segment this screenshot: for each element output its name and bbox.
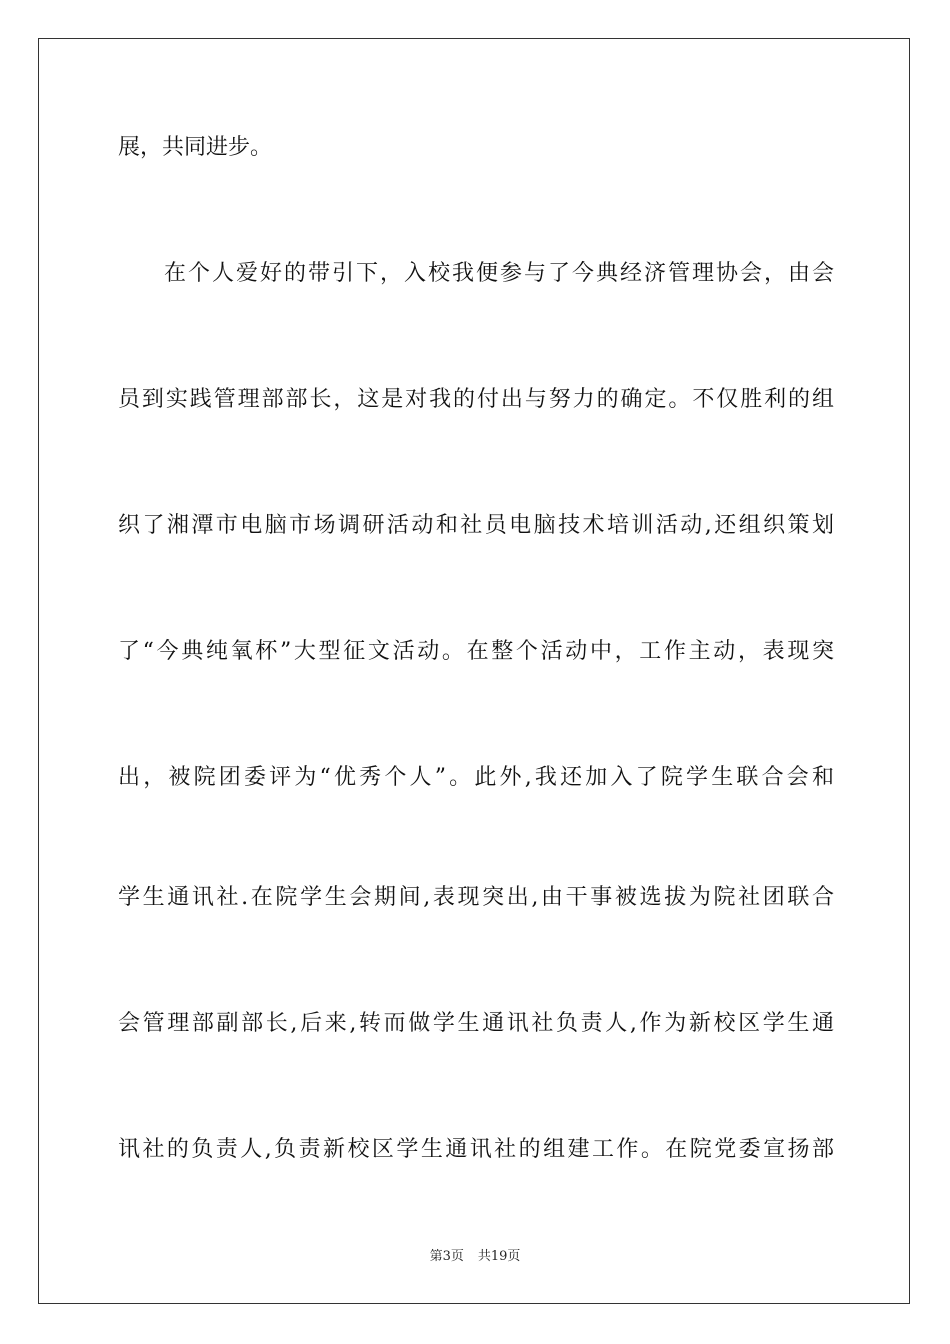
text-line-5: 了“今典纯氧杯”大型征文活动。在整个活动中，工作主动，表现突 — [118, 639, 834, 664]
text-line-4: 织了湘潭市电脑市场调研活动和社员电脑技术培训活动,还组织策划 — [118, 513, 834, 538]
text-line-1: 展，共同进步。 — [118, 135, 273, 160]
page-footer — [0, 1248, 950, 1266]
page-number: 第3页 — [429, 1249, 464, 1264]
text-line-7: 学生通讯社.在院学生会期间,表现突出,由干事被选拔为院社团联合 — [118, 885, 834, 910]
text-line-2: 在个人爱好的带引下，入校我便参与了今典经济管理协会，由会 — [164, 261, 834, 286]
page-border — [38, 38, 910, 1304]
text-line-3: 员到实践管理部部长，这是对我的付出与努力的确定。不仅胜利的组 — [118, 387, 834, 412]
text-line-6: 出，被院团委评为“优秀个人”。此外,我还加入了院学生联合会和 — [118, 765, 834, 790]
text-line-8: 会管理部副部长,后来,转而做学生通讯社负责人,作为新校区学生通 — [118, 1011, 834, 1036]
page-total: 共19页 — [477, 1249, 521, 1264]
text-line-9: 讯社的负责人,负责新校区学生通讯社的组建工作。在院党委宣扬部 — [118, 1137, 834, 1162]
